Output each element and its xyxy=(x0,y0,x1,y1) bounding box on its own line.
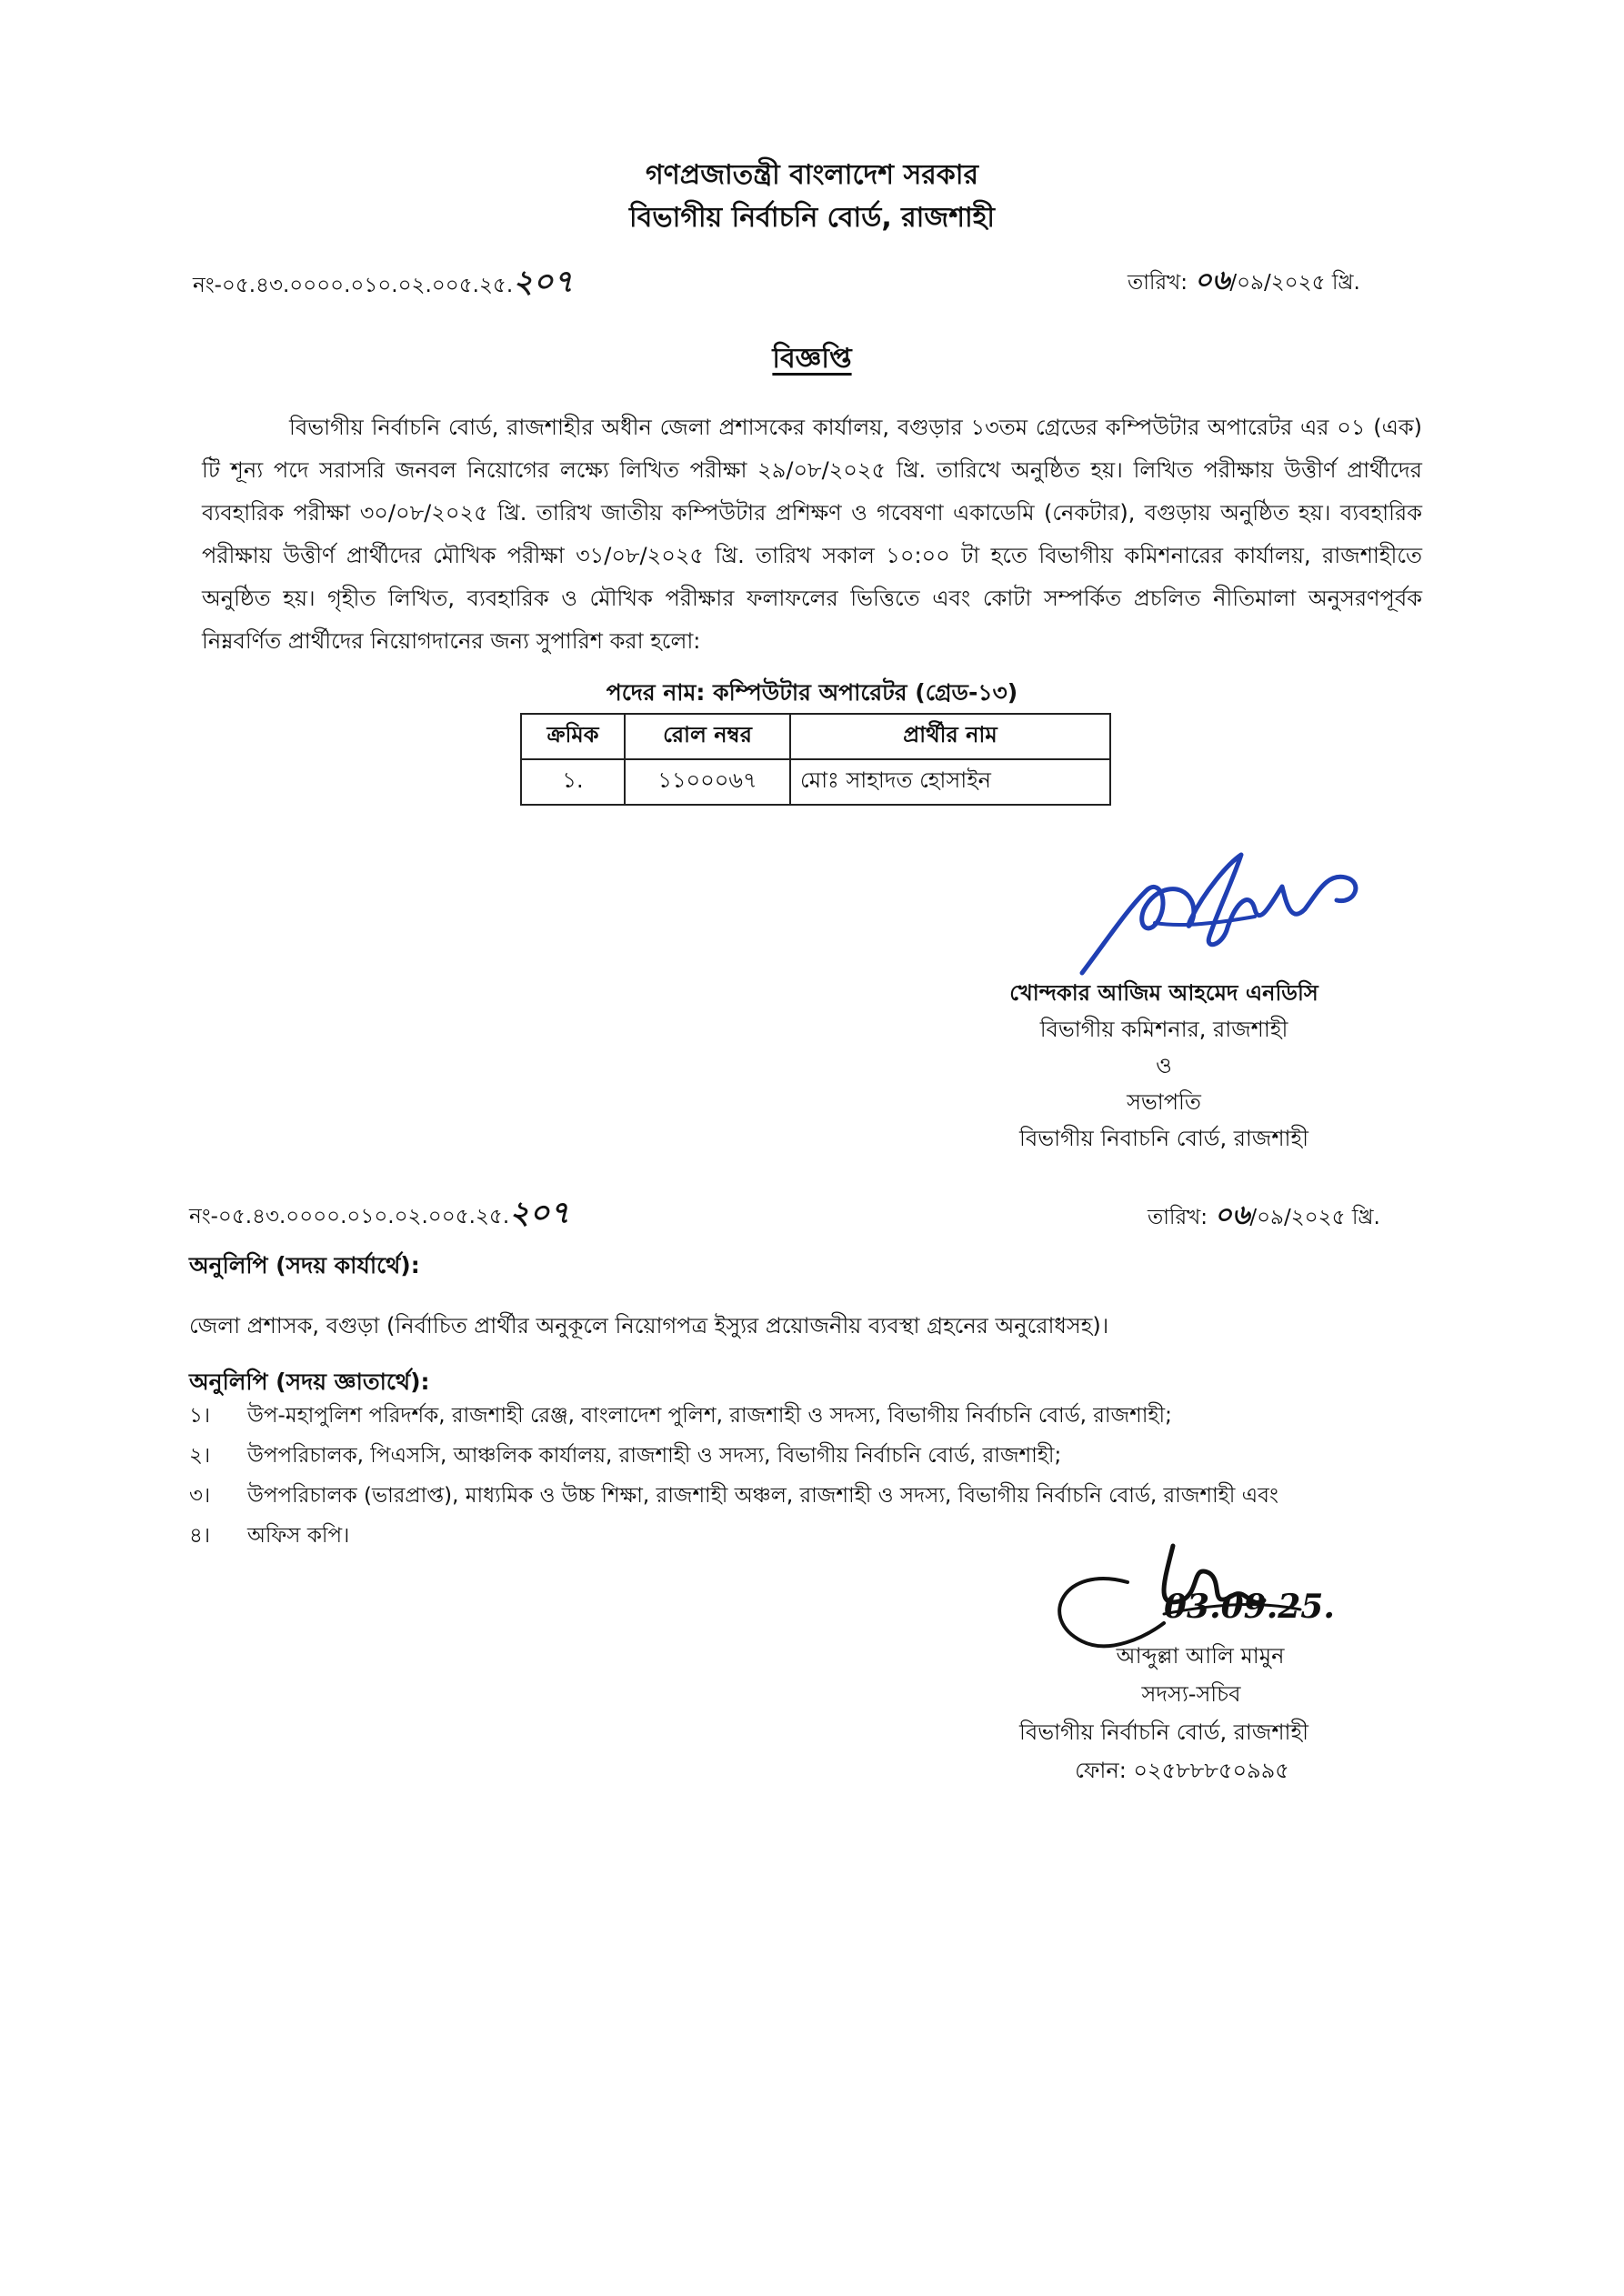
table-row xyxy=(521,759,1110,805)
memo-number-text: নং-০৫.৪৩.০০০০.০১০.০২.০০৫.২৫. xyxy=(193,274,514,297)
secretary-role: সদস্য-সচিব xyxy=(1141,1681,1241,1707)
header-name: প্রার্থীর নাম xyxy=(790,714,1110,759)
board-title: বিভাগীয় নির্বাচনি বোর্ড, রাজশাহী xyxy=(628,202,996,234)
cell-name: মোঃ সাহাদত হোসাইন xyxy=(790,759,1110,805)
chairman-designation: বিভাগীয় কমিশনার, রাজশাহী xyxy=(1039,1017,1288,1042)
date-rest: /০৯/২০২৫ খ্রি. xyxy=(1229,271,1360,295)
cc-action-label: অনুলিপি (সদয় কার্যার্থে): xyxy=(189,1252,420,1278)
date-handwritten: ০৬ xyxy=(1194,265,1230,296)
result-table xyxy=(520,713,1111,806)
secretary-name: আব্দুল্লা আলি মামুন xyxy=(1116,1643,1285,1669)
memo-number-handwritten-bottom: ২০৭ xyxy=(509,1195,570,1231)
memo-number-bottom xyxy=(189,1189,569,1241)
secretary-phone: ফোন: ০২৫৮৮৮৫০৯৯৫ xyxy=(1075,1758,1289,1783)
date-rest-bottom: /০৯/২০২৫ খ্রি. xyxy=(1249,1206,1380,1229)
secretary-board: বিভাগীয় নির্বাচনি বোর্ড, রাজশাহী xyxy=(1019,1719,1308,1745)
date-handwritten-bottom: ০৬ xyxy=(1214,1199,1250,1231)
government-title: গণপ্রজাতন্ত্রী বাংলাদেশ সরকার xyxy=(646,159,978,191)
memo-number-text-bottom: নং-০৫.৪৩.০০০০.০১০.০২.০০৫.২৫. xyxy=(189,1205,510,1228)
list-item: ৪। অফিস কপি। xyxy=(189,1524,350,1548)
secretary-sign-date: 03.09.25. xyxy=(1164,1588,1335,1626)
header-roll: রোল নম্বর xyxy=(625,714,790,759)
post-title: পদের নাম: কম্পিউটার অপারেটর (গ্রেড-১৩) xyxy=(606,679,1018,706)
chairman-block xyxy=(909,975,1418,1157)
date-label: তারিখ: xyxy=(1128,271,1188,295)
chairman-role: সভাপতি xyxy=(1127,1089,1201,1115)
notice-title: বিজ্ঞপ্তি xyxy=(772,343,852,375)
chairman-name: খোন্দকার আজিম আহমেদ এনডিসি xyxy=(1009,980,1318,1006)
list-item: ২। উপপরিচালক, পিএসসি, আঞ্চলিক কার্যালয়, রাজশাহী ও সদস্য, বিভাগীয় নির্বাচনি বোর্ড, রাজশাহী; xyxy=(189,1444,1062,1468)
memo-number-handwritten: ২০৭ xyxy=(513,264,574,300)
chairman-conjunction: ও xyxy=(1156,1053,1172,1078)
table-header-row xyxy=(521,714,1110,759)
cell-serial: ১. xyxy=(521,759,625,805)
notice-paragraph: বিভাগীয় নির্বাচনি বোর্ড, রাজশাহীর অধীন জেলা প্রশাসকের কার্যালয়, বগুড়ার ১৩তম গ্রেডের কম্পিউটার অপারেটর এর ০১ (এক) টি শূন্য পদে সরাসরি জনবল নিয়োগের লক্ষ্যে লিখিত পরীক্ষা ২৯/০৮/২০২৫ খ্রি. তারিখে অনুষ্ঠিত হয়। লিখিত পরীক্ষায় উত্তীর্ণ প্রার্থীদের ব্যবহারিক পরীক্ষা ৩০/০৮/২০২৫ খ্রি. তারিখ জাতীয় কম্পিউটার প্রশিক্ষণ ও গবেষণা একাডেমি (নেকটার), বগুড়ায় অনুষ্ঠিত হয়। ব্যবহারিক পরীক্ষায় উত্তীর্ণ প্রার্থীদের মৌখিক পরীক্ষা ৩১/০৮/২০২৫ খ্রি. তারিখ সকাল ১০:০০ টা হতে বিভাগীয় কমিশনারের কার্যালয়, রাজশাহীতে অনুষ্ঠিত হয়। গৃহীত লিখিত, ব্যবহারিক ও মৌখিক পরীক্ষার ফলাফলের ভিত্তিতে এবং কোটা সম্পর্কিত প্রচলিত নীতিমালা অনুসরণপূর্বক নিম্নবর্ণিত প্রার্থীদের নিয়োগদানের জন্য সুপারিশ করা হলো: xyxy=(202,415,1422,654)
cell-roll: ১১০০০৬৭ xyxy=(625,759,790,805)
memo-number-top xyxy=(193,258,573,310)
memo-date-top xyxy=(1128,258,1360,305)
list-item: ১। উপ-মহাপুলিশ পরিদর্শক, রাজশাহী রেঞ্জ, বাংলাদেশ পুলিশ, রাজশাহী ও সদস্য, বিভাগীয় নির্বাচনি বোর্ড, রাজশাহী; xyxy=(189,1404,1172,1428)
list-item: ৩। উপপরিচালক (ভারপ্রাপ্ত), মাধ্যমিক ও উচ্চ শিক্ষা, রাজশাহী অঞ্চল, রাজশাহী ও সদস্য, বিভাগীয় নির্বাচনি বোর্ড, রাজশাহী এবং xyxy=(189,1484,1278,1508)
cc-action-text: জেলা প্রশাসক, বগুড়া (নির্বাচিত প্রার্থীর অনুকূলে নিয়োগপত্র ইস্যুর প্রয়োজনীয় ব্যবস্থা গ্রহনের অনুরোধসহ)। xyxy=(189,1313,1109,1338)
secretary-block xyxy=(909,1637,1418,1790)
chairman-signature xyxy=(1073,837,1382,991)
header-serial: ক্রমিক xyxy=(521,714,625,759)
chairman-board: বিভাগীয় নিবাচনি বোর্ড, রাজশাহী xyxy=(1019,1126,1308,1151)
memo-date-bottom xyxy=(1148,1193,1380,1239)
cc-info-label: অনুলিপি (সদয় জ্ঞাতার্থে): xyxy=(189,1369,430,1395)
date-label-bottom: তারিখ: xyxy=(1148,1206,1208,1229)
